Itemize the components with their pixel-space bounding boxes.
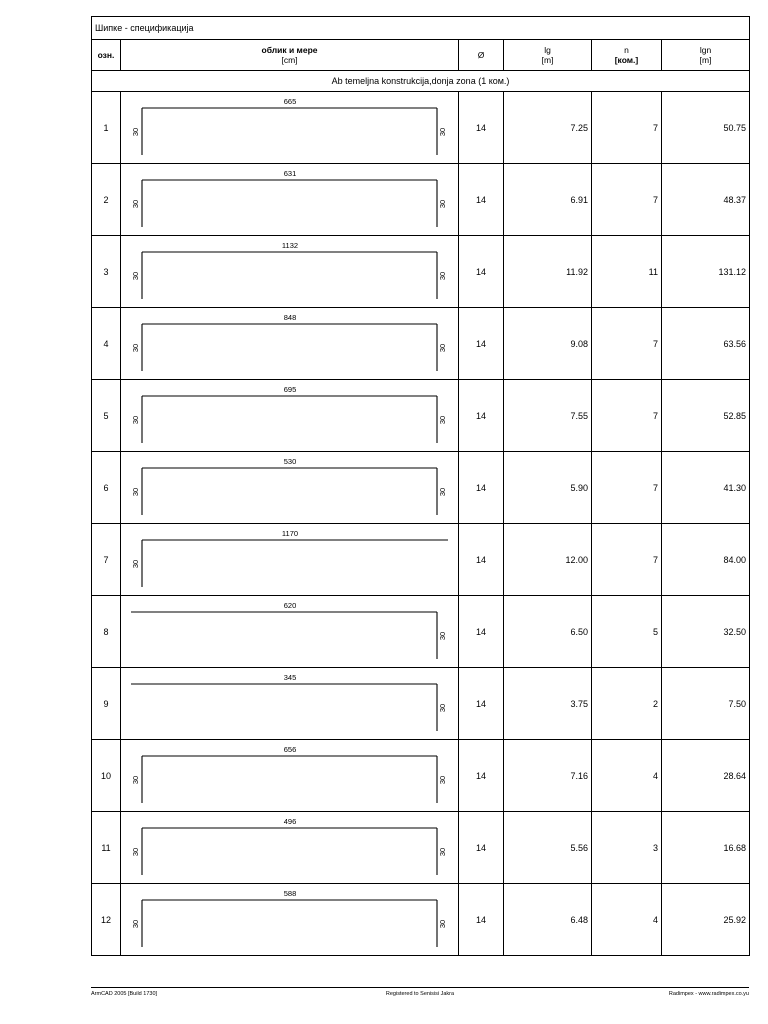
bar-length-label: 345 [283,673,297,682]
bar-total-length: 41.30 [662,452,750,524]
bar-length-label: 848 [283,313,297,322]
bar-right-leg-label: 30 [438,775,447,785]
bar-total-length: 16.68 [662,812,750,884]
bar-length-label: 1132 [281,241,299,250]
bar-shape-drawing [121,92,459,163]
bar-shape-drawing [121,380,459,451]
bar-mark: 7 [92,524,121,596]
bar-left-leg-label: 30 [131,343,140,353]
table-row [92,236,750,308]
table-row [92,164,750,236]
bar-total-length: 25.92 [662,884,750,956]
bar-total-length: 131.12 [662,236,750,308]
bar-left-leg-label: 30 [131,559,140,569]
bar-length-label: 620 [283,601,297,610]
bar-count: 7 [592,164,662,236]
bar-total-length: 32.50 [662,596,750,668]
bar-count: 4 [592,740,662,812]
bar-count: 7 [592,524,662,596]
header-mark: озн. [92,40,121,71]
table-row [92,524,750,596]
specification-table [91,16,750,956]
bar-mark: 3 [92,236,121,308]
table-row [92,668,750,740]
bar-length: 6.50 [504,596,592,668]
bar-length: 7.16 [504,740,592,812]
bar-length-label: 496 [283,817,297,826]
bar-shape [121,308,459,380]
bar-right-leg-label: 30 [438,415,447,425]
bar-right-leg-label: 30 [438,847,447,857]
bar-length-label: 631 [283,169,297,178]
bar-shape [121,164,459,236]
header-lgn: lgn [m] [662,40,750,71]
bar-length: 7.25 [504,92,592,164]
bar-length-label: 665 [283,97,297,106]
bar-mark: 9 [92,668,121,740]
bar-mark: 10 [92,740,121,812]
bar-length-label: 1170 [281,529,299,538]
bar-count: 11 [592,236,662,308]
bar-right-leg-label: 30 [438,343,447,353]
section-title: Ab temeljna konstrukcija,donja zona (1 ком.) [92,71,750,92]
bar-left-leg-label: 30 [131,415,140,425]
bar-diameter: 14 [459,380,504,452]
bar-mark: 4 [92,308,121,380]
bar-shape [121,92,459,164]
bar-total-length: 48.37 [662,164,750,236]
bar-left-leg-label: 30 [131,487,140,497]
bar-right-leg-label: 30 [438,703,447,713]
bar-count: 7 [592,92,662,164]
bar-shape [121,236,459,308]
bar-shape [121,452,459,524]
bar-shape [121,380,459,452]
bar-diameter: 14 [459,236,504,308]
bar-left-leg-label: 30 [131,199,140,209]
bar-right-leg-label: 30 [438,487,447,497]
bar-right-leg-label: 30 [438,199,447,209]
header-lg: lg [m] [504,40,592,71]
bar-shape-drawing [121,740,459,811]
bar-shape [121,740,459,812]
bar-right-leg-label: 30 [438,919,447,929]
bar-diameter: 14 [459,668,504,740]
bar-mark: 1 [92,92,121,164]
bar-shape-drawing [121,812,459,883]
bar-total-length: 63.56 [662,308,750,380]
bar-shape [121,668,459,740]
bar-diameter: 14 [459,308,504,380]
bar-shape-drawing [121,308,459,379]
bar-shape [121,812,459,884]
bar-length: 7.55 [504,380,592,452]
bar-mark: 2 [92,164,121,236]
bar-shape-drawing [121,524,459,595]
bar-length: 9.08 [504,308,592,380]
header-shape: облик и мере [cm] [121,40,459,71]
bar-length-label: 588 [283,889,297,898]
bar-right-leg-label: 30 [438,631,447,641]
bar-right-leg-label: 30 [438,127,447,137]
bar-left-leg-label: 30 [131,127,140,137]
bar-left-leg-label: 30 [131,775,140,785]
bar-diameter: 14 [459,596,504,668]
bar-length: 3.75 [504,668,592,740]
bar-total-length: 7.50 [662,668,750,740]
page-footer [91,987,749,1000]
bar-mark: 5 [92,380,121,452]
bar-shape-drawing [121,236,459,307]
bar-shape-drawing [121,668,459,739]
bar-length: 5.56 [504,812,592,884]
bar-diameter: 14 [459,812,504,884]
footer-software: ArmCAD 2005 [Build 1730] [91,991,158,997]
bar-shape-drawing [121,884,459,955]
table-row [92,596,750,668]
bar-shape [121,884,459,956]
bar-mark: 6 [92,452,121,524]
bar-left-leg-label: 30 [131,271,140,281]
bar-right-leg-label: 30 [438,271,447,281]
header-diameter: Ø [459,40,504,71]
header-n: n [ком.] [592,40,662,71]
bar-shape-drawing [121,452,459,523]
bar-total-length: 84.00 [662,524,750,596]
bar-diameter: 14 [459,524,504,596]
bar-total-length: 28.64 [662,740,750,812]
bar-count: 2 [592,668,662,740]
table-row [92,884,750,956]
bar-count: 4 [592,884,662,956]
rebar-specification-sheet [91,16,749,956]
bar-diameter: 14 [459,92,504,164]
bar-length: 6.48 [504,884,592,956]
table-row [92,380,750,452]
bar-count: 5 [592,596,662,668]
bar-length: 11.92 [504,236,592,308]
bar-mark: 11 [92,812,121,884]
bar-left-leg-label: 30 [131,919,140,929]
bar-diameter: 14 [459,740,504,812]
table-title: Шипке - спецификација [92,17,750,40]
bar-length-label: 695 [283,385,297,394]
bar-total-length: 50.75 [662,92,750,164]
bar-length: 5.90 [504,452,592,524]
section-row [92,71,750,92]
table-row [92,452,750,524]
bar-count: 7 [592,380,662,452]
header-row [92,40,750,71]
table-row [92,812,750,884]
bar-length: 12.00 [504,524,592,596]
bar-count: 7 [592,452,662,524]
bar-shape-drawing [121,596,459,667]
bar-total-length: 52.85 [662,380,750,452]
bar-length: 6.91 [504,164,592,236]
bar-shape-drawing [121,164,459,235]
bar-diameter: 14 [459,452,504,524]
bar-count: 7 [592,308,662,380]
bar-count: 3 [592,812,662,884]
bar-length-label: 656 [283,745,297,754]
footer-vendor: Radimpex - www.radimpex.co.yu [668,991,749,997]
footer-registration: Registered to Senisisi Jakra [385,991,455,997]
bar-diameter: 14 [459,884,504,956]
table-row [92,92,750,164]
bar-length-label: 530 [283,457,297,466]
bar-diameter: 14 [459,164,504,236]
bar-left-leg-label: 30 [131,847,140,857]
bar-shape [121,524,459,596]
table-row [92,308,750,380]
bar-mark: 8 [92,596,121,668]
bar-shape [121,596,459,668]
bar-mark: 12 [92,884,121,956]
table-row [92,740,750,812]
